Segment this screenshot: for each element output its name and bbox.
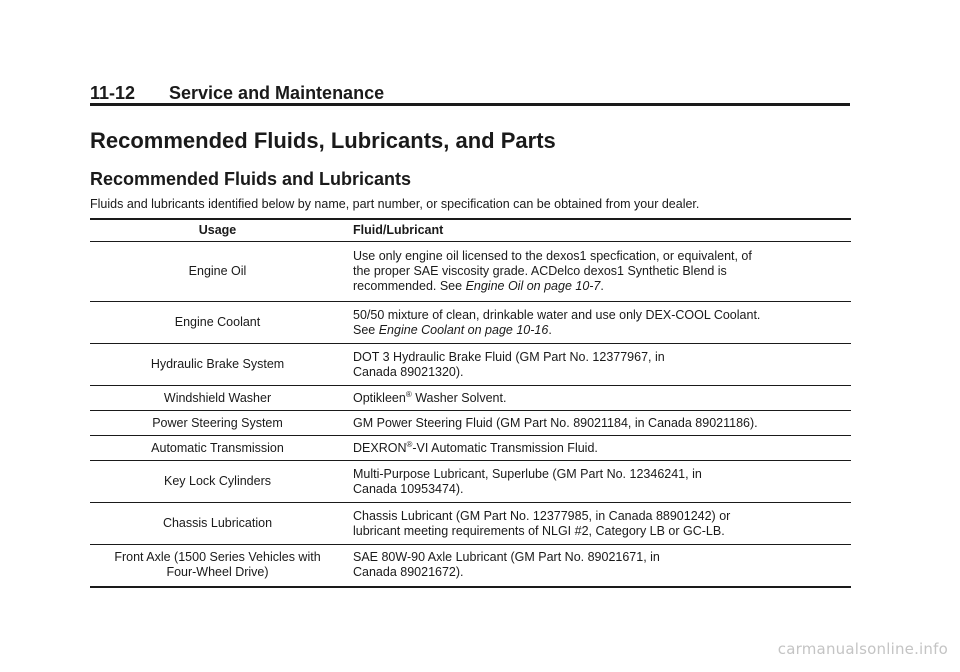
fluid-line: Use only engine oil licensed to the dexos1 specfication, or equivalent, of <box>353 249 752 263</box>
registered-mark: ® <box>406 439 413 449</box>
table-row <box>90 436 851 461</box>
usage-cell: Engine Oil <box>90 242 345 302</box>
fluid-line: lubricant meeting requirements of NLGI #2, Category LB or GC-LB. <box>353 523 725 538</box>
fluid-line: -VI Automatic Transmission Fluid. <box>412 440 598 455</box>
page-reference: Engine Coolant on page 10-16 <box>378 322 549 337</box>
page-number: 11-12 <box>90 83 136 103</box>
fluids-table <box>90 218 851 588</box>
usage-cell: Hydraulic Brake System <box>90 344 345 386</box>
fluid-line: Canada 89021672). <box>353 565 464 580</box>
fluid-line: Multi-Purpose Lubricant, Superlube (GM Part No. 12346241, in <box>353 466 702 481</box>
usage-cell: Windshield Washer <box>90 386 345 411</box>
fluid-cell <box>345 461 851 503</box>
table-row <box>90 242 851 302</box>
table-row <box>90 386 851 411</box>
fluid-line: 50/50 mixture of clean, drinkable water and use only DEX-COOL Coolant. <box>353 307 761 322</box>
fluid-cell <box>345 344 851 386</box>
page-header <box>90 83 850 106</box>
watermark: carmanualsonline.info <box>777 640 948 658</box>
fluid-cell <box>345 411 851 436</box>
usage-cell: Key Lock Cylinders <box>90 461 345 503</box>
fluid-line: DOT 3 Hydraulic Brake Fluid (GM Part No. 12377967, in <box>353 349 665 364</box>
fluid-cell <box>345 503 851 545</box>
table-row <box>90 302 851 344</box>
fluid-cell <box>345 436 851 461</box>
usage-cell: Engine Coolant <box>90 302 345 344</box>
fluid-line: . <box>600 279 604 293</box>
fluid-cell <box>345 302 851 344</box>
header-usage: Usage <box>90 219 345 242</box>
usage-cell: Automatic Transmission <box>90 436 345 461</box>
fluid-line: Washer Solvent. <box>411 390 507 405</box>
fluid-cell <box>345 386 851 411</box>
intro-paragraph: Fluids and lubricants identified below by name, part number, or specification can be obtained from your dealer. <box>90 197 700 211</box>
fluid-line: Canada 10953474). <box>353 481 464 496</box>
fluid-line: GM Power Steering Fluid (GM Part No. 89021184, in Canada 89021186). <box>353 415 758 430</box>
usage-line: Front Axle (1500 Series Vehicles with <box>114 550 321 565</box>
fluid-line: recommended. See <box>353 279 466 293</box>
fluid-line: . <box>548 322 552 337</box>
fluid-line: See <box>353 322 379 337</box>
fluid-line: SAE 80W-90 Axle Lubricant (GM Part No. 89021671, in <box>353 550 660 565</box>
registered-mark: ® <box>405 389 412 399</box>
fluid-cell <box>345 242 851 302</box>
fluid-line: the proper SAE viscosity grade. ACDelco dexos1 Synthetic Blend is <box>353 264 727 278</box>
table-row <box>90 503 851 545</box>
section-title: Recommended Fluids and Lubricants <box>90 169 412 189</box>
fluid-line: Chassis Lubricant (GM Part No. 12377985, in Canada 88901242) or <box>353 508 731 523</box>
table-row <box>90 411 851 436</box>
table-header-row <box>90 219 851 242</box>
page-title: Recommended Fluids, Lubricants, and Parts <box>90 128 556 153</box>
section-name: Service and Maintenance <box>169 83 385 103</box>
page-reference: Engine Oil on page 10-7 <box>465 279 601 293</box>
table-row <box>90 344 851 386</box>
table-row <box>90 461 851 503</box>
usage-cell <box>90 545 345 587</box>
fluid-cell <box>345 545 851 587</box>
header-fluid: Fluid/Lubricant <box>345 219 851 242</box>
fluid-line: Canada 89021320). <box>353 364 464 379</box>
fluid-brand: DEXRON <box>353 440 407 455</box>
usage-cell: Power Steering System <box>90 411 345 436</box>
usage-line: Four-Wheel Drive) <box>166 565 269 580</box>
table-row <box>90 545 851 587</box>
fluid-brand: Optikleen <box>353 390 406 405</box>
usage-cell: Chassis Lubrication <box>90 503 345 545</box>
